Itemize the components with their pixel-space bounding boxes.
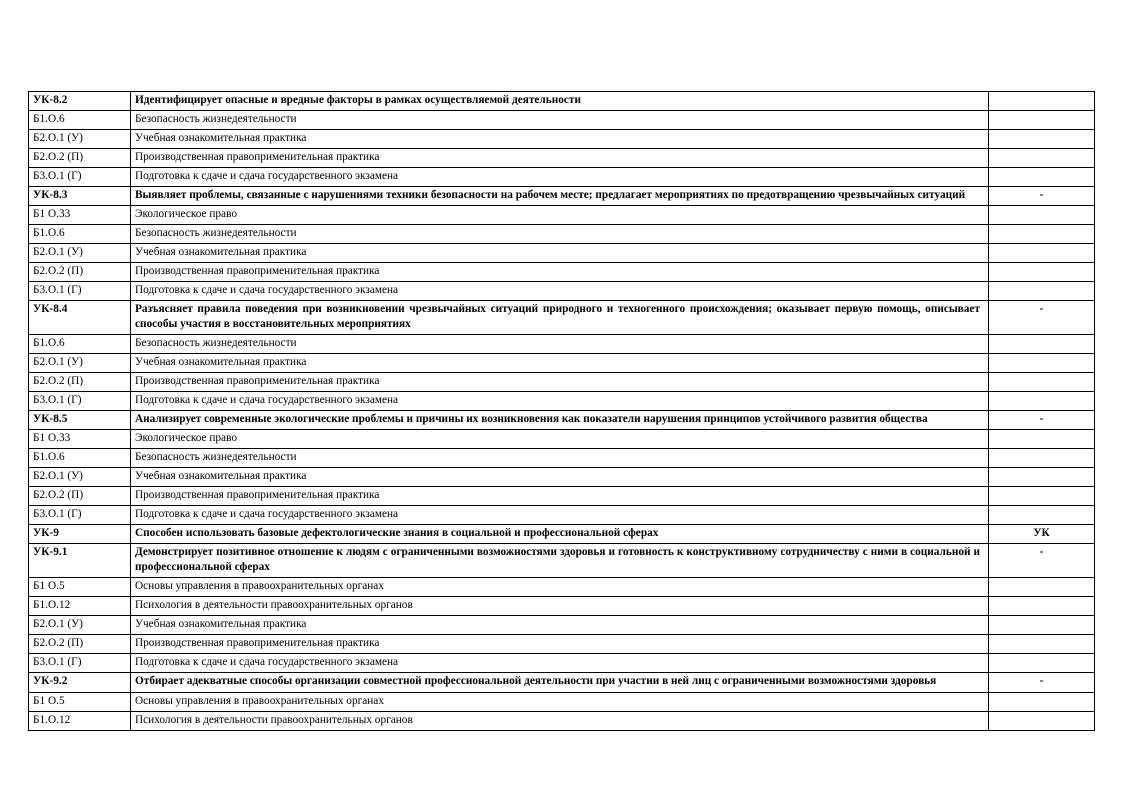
cell-description: Подготовка к сдаче и сдача государственного экзамена	[131, 282, 989, 301]
cell-mark	[989, 335, 1095, 354]
cell-description: Подготовка к сдаче и сдача государственного экзамена	[131, 654, 989, 673]
cell-mark	[989, 225, 1095, 244]
cell-code: УК-9	[29, 525, 131, 544]
cell-code: Б3.О.1 (Г)	[29, 282, 131, 301]
cell-description: Учебная ознакомительная практика	[131, 354, 989, 373]
cell-description: Безопасность жизнедеятельности	[131, 335, 989, 354]
table-row	[29, 392, 1095, 411]
cell-description: Экологическое право	[131, 430, 989, 449]
cell-code: УК-9.2	[29, 673, 131, 692]
cell-code: Б3.О.1 (Г)	[29, 392, 131, 411]
table-row	[29, 673, 1095, 692]
cell-code: Б2.О.2 (П)	[29, 263, 131, 282]
table-row	[29, 654, 1095, 673]
table-row	[29, 373, 1095, 392]
cell-description: Психология в деятельности правоохранительных органов	[131, 711, 989, 730]
cell-mark: УК	[989, 525, 1095, 544]
cell-mark	[989, 692, 1095, 711]
cell-mark: -	[989, 411, 1095, 430]
cell-description: Демонстрирует позитивное отношение к людям с ограниченными возможностями здоровья и готовность к конструктивному сотрудничеству с ними в социальной и профессиональной сферах	[131, 544, 989, 578]
cell-mark	[989, 430, 1095, 449]
cell-mark	[989, 149, 1095, 168]
cell-description: Экологическое право	[131, 206, 989, 225]
cell-description: Производственная правоприменительная практика	[131, 263, 989, 282]
cell-code: Б1.О.6	[29, 449, 131, 468]
table-row	[29, 525, 1095, 544]
table-row	[29, 130, 1095, 149]
cell-mark	[989, 468, 1095, 487]
table-row	[29, 468, 1095, 487]
table-row	[29, 187, 1095, 206]
cell-description: Идентифицирует опасные и вредные факторы в рамках осуществляемой деятельности	[131, 92, 989, 111]
cell-description: Психология в деятельности правоохранительных органов	[131, 597, 989, 616]
table-row	[29, 92, 1095, 111]
table-row	[29, 282, 1095, 301]
cell-code: Б2.О.1 (У)	[29, 468, 131, 487]
table-row	[29, 168, 1095, 187]
table-row	[29, 449, 1095, 468]
cell-code: Б2.О.2 (П)	[29, 487, 131, 506]
cell-mark: -	[989, 673, 1095, 692]
cell-code: Б2.О.2 (П)	[29, 149, 131, 168]
cell-description: Производственная правоприменительная практика	[131, 487, 989, 506]
cell-description: Основы управления в правоохранительных органах	[131, 578, 989, 597]
cell-mark	[989, 711, 1095, 730]
cell-mark	[989, 373, 1095, 392]
cell-description: Учебная ознакомительная практика	[131, 130, 989, 149]
cell-description: Подготовка к сдаче и сдача государственного экзамена	[131, 392, 989, 411]
table-row	[29, 149, 1095, 168]
cell-description: Подготовка к сдаче и сдача государственного экзамена	[131, 168, 989, 187]
table-row	[29, 301, 1095, 335]
cell-mark	[989, 111, 1095, 130]
table-row	[29, 111, 1095, 130]
cell-description: Учебная ознакомительная практика	[131, 244, 989, 263]
cell-code: Б1 О.5	[29, 578, 131, 597]
cell-description: Выявляет проблемы, связанные с нарушениями техники безопасности на рабочем месте; предлагает мероприятиях по предотвращению чрезвычайных ситуаций	[131, 187, 989, 206]
cell-code: Б1.О.12	[29, 711, 131, 730]
table-row	[29, 263, 1095, 282]
cell-mark	[989, 635, 1095, 654]
cell-mark	[989, 487, 1095, 506]
cell-description: Анализирует современные экологические проблемы и причины их возникновения как показатели нарушения принципов устойчивого развития общества	[131, 411, 989, 430]
competence-matrix-table	[28, 91, 1095, 731]
table-row	[29, 430, 1095, 449]
cell-mark	[989, 130, 1095, 149]
cell-mark	[989, 578, 1095, 597]
cell-code: Б2.О.2 (П)	[29, 635, 131, 654]
table-row	[29, 506, 1095, 525]
cell-mark	[989, 92, 1095, 111]
cell-mark	[989, 654, 1095, 673]
cell-mark: -	[989, 544, 1095, 578]
table-row	[29, 635, 1095, 654]
cell-code: УК-8.5	[29, 411, 131, 430]
cell-code: Б1.О.6	[29, 111, 131, 130]
cell-mark	[989, 616, 1095, 635]
cell-mark	[989, 392, 1095, 411]
cell-mark: -	[989, 187, 1095, 206]
cell-description: Безопасность жизнедеятельности	[131, 225, 989, 244]
cell-description: Подготовка к сдаче и сдача государственного экзамена	[131, 506, 989, 525]
cell-code: УК-9.1	[29, 544, 131, 578]
cell-code: УК-8.3	[29, 187, 131, 206]
cell-code: Б3.О.1 (Г)	[29, 654, 131, 673]
cell-mark	[989, 506, 1095, 525]
cell-description: Производственная правоприменительная практика	[131, 635, 989, 654]
cell-code: Б1 О.33	[29, 430, 131, 449]
cell-mark	[989, 597, 1095, 616]
table-row	[29, 225, 1095, 244]
table-row	[29, 692, 1095, 711]
cell-code: Б3.О.1 (Г)	[29, 506, 131, 525]
cell-code: Б1 О.5	[29, 692, 131, 711]
cell-mark	[989, 449, 1095, 468]
cell-code: Б1.О.6	[29, 225, 131, 244]
cell-code: Б2.О.2 (П)	[29, 373, 131, 392]
cell-description: Производственная правоприменительная практика	[131, 373, 989, 392]
table-row	[29, 616, 1095, 635]
cell-code: Б1.О.12	[29, 597, 131, 616]
cell-mark	[989, 282, 1095, 301]
cell-description: Отбирает адекватные способы организации совместной профессиональной деятельности при участии в ней лиц с ограниченными возможностями здоровья	[131, 673, 989, 692]
table-row	[29, 335, 1095, 354]
cell-mark	[989, 206, 1095, 225]
cell-description: Основы управления в правоохранительных органах	[131, 692, 989, 711]
table-row	[29, 711, 1095, 730]
cell-code: УК-8.2	[29, 92, 131, 111]
cell-mark	[989, 244, 1095, 263]
cell-code: Б2.О.1 (У)	[29, 130, 131, 149]
table-row	[29, 244, 1095, 263]
cell-code: УК-8.4	[29, 301, 131, 335]
cell-description: Учебная ознакомительная практика	[131, 616, 989, 635]
cell-description: Производственная правоприменительная практика	[131, 149, 989, 168]
table-row	[29, 597, 1095, 616]
table-row	[29, 411, 1095, 430]
cell-code: Б1 О.33	[29, 206, 131, 225]
cell-code: Б2.О.1 (У)	[29, 616, 131, 635]
cell-mark	[989, 168, 1095, 187]
cell-description: Безопасность жизнедеятельности	[131, 449, 989, 468]
cell-mark: -	[989, 301, 1095, 335]
cell-description: Разъясняет правила поведения при возникновении чрезвычайных ситуаций природного и техногенного происхождения; оказывает первую помощь, описывает способы участия в восстановительных мероприятиях	[131, 301, 989, 335]
table-row	[29, 206, 1095, 225]
cell-mark	[989, 263, 1095, 282]
cell-description: Безопасность жизнедеятельности	[131, 111, 989, 130]
table-row	[29, 487, 1095, 506]
competence-matrix-wrapper	[28, 91, 1094, 731]
table-row	[29, 544, 1095, 578]
cell-code: Б3.О.1 (Г)	[29, 168, 131, 187]
cell-code: Б1.О.6	[29, 335, 131, 354]
cell-mark	[989, 354, 1095, 373]
table-row	[29, 354, 1095, 373]
cell-description: Учебная ознакомительная практика	[131, 468, 989, 487]
cell-description: Способен использовать базовые дефектологические знания в социальной и профессиональной сферах	[131, 525, 989, 544]
cell-code: Б2.О.1 (У)	[29, 244, 131, 263]
cell-code: Б2.О.1 (У)	[29, 354, 131, 373]
table-row	[29, 578, 1095, 597]
